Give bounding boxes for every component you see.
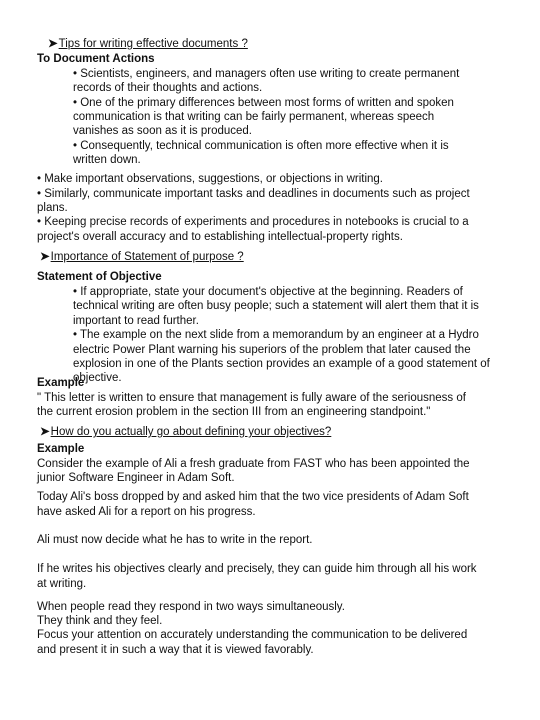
statement-bullet-1-line-2: technical writing are often busy people; such a statement will alert them that it is xyxy=(73,300,479,312)
statement-heading: Statement of Objective xyxy=(37,271,162,283)
example-1-quote-line-2: the current erosion problem in the section III from an engineering standpoint." xyxy=(37,406,431,418)
example-2-para-1-line-1: Consider the example of Ali a fresh graduate from FAST who has been appointed the xyxy=(37,458,470,470)
to-doc-bullet-1-line-2: records of their thoughts and actions. xyxy=(73,82,263,94)
example-2-para-1-line-2: junior Software Engineer in Adam Soft. xyxy=(37,472,235,484)
tips-heading: ➤Tips for writing effective documents ? xyxy=(48,38,248,50)
example-2-para-4-line-2: at writing. xyxy=(37,578,87,590)
to-document-heading: To Document Actions xyxy=(37,53,155,65)
example-1-heading: Example xyxy=(37,377,85,389)
example-2-para-5-line-2: They think and they feel. xyxy=(37,615,163,627)
statement-bullet-1-line-3: important to read further. xyxy=(73,315,199,327)
importance-heading: ➤Importance of Statement of purpose ? xyxy=(40,251,244,263)
general-bullet-2-line-1: • Similarly, communicate important tasks and deadlines in documents such as project xyxy=(37,188,470,200)
to-doc-bullet-3-line-2: written down. xyxy=(73,154,141,166)
statement-bullet-2-line-3: explosion in one of the Plants section provides an example of a good statement of xyxy=(73,358,490,370)
general-bullet-3-line-1: • Keeping precise records of experiments and procedures in notebooks is crucial to a xyxy=(37,216,469,228)
statement-bullet-2-line-2: electric Power Plant warning his superiors of the problem that later caused the xyxy=(73,344,471,356)
example-2-para-2-line-1: Today Ali's boss dropped by and asked him that the two vice presidents of Adam Soft xyxy=(37,491,469,503)
example-1-quote-line-1: " This letter is written to ensure that management is fully aware of the seriousness of xyxy=(37,392,466,404)
example-2-para-5-line-3: Focus your attention on accurately understanding the communication to be delivered xyxy=(37,629,468,641)
statement-bullet-2-line-4: objective. xyxy=(73,372,122,384)
how-heading: ➤How do you actually go about defining your objectives? xyxy=(40,426,332,438)
example-2-heading: Example xyxy=(37,443,85,455)
statement-bullet-2-line-1: • The example on the next slide from a memorandum by an engineer at a Hydro xyxy=(73,329,479,341)
to-doc-bullet-1-line-1: • Scientists, engineers, and managers often use writing to create permanent xyxy=(73,68,460,80)
general-bullet-1: • Make important observations, suggestions, or objections in writing. xyxy=(37,173,383,185)
example-2-para-5-line-4: and present it in such a way that it is viewed favorably. xyxy=(37,644,314,656)
example-2-para-4-line-1: If he writes his objectives clearly and precisely, they can guide him through all his work xyxy=(37,563,477,575)
to-doc-bullet-2-line-2: communication is that writing can be fairly permanent, whereas speech xyxy=(73,111,435,123)
statement-bullet-1-line-1: • If appropriate, state your document's objective at the beginning. Readers of xyxy=(73,286,463,298)
general-bullet-3-line-2: project's overall accuracy and to establishing intellectual-property rights. xyxy=(37,231,403,243)
example-2-para-2-line-2: have asked Ali for a report on his progress. xyxy=(37,506,256,518)
to-doc-bullet-3-line-1: • Consequently, technical communication is often more effective when it is xyxy=(73,140,449,152)
arrow-bullet-icon: ➤ xyxy=(40,426,50,438)
example-2-para-3: Ali must now decide what he has to write in the report. xyxy=(37,534,313,546)
to-doc-bullet-2-line-1: • One of the primary differences between most forms of written and spoken xyxy=(73,97,454,109)
general-bullet-2-line-2: plans. xyxy=(37,202,68,214)
to-doc-bullet-2-line-3: vanishes as soon as it is produced. xyxy=(73,125,252,137)
arrow-bullet-icon: ➤ xyxy=(48,38,58,50)
example-2-para-5-line-1: When people read they respond in two ways simultaneously. xyxy=(37,601,345,613)
arrow-bullet-icon: ➤ xyxy=(40,251,50,263)
